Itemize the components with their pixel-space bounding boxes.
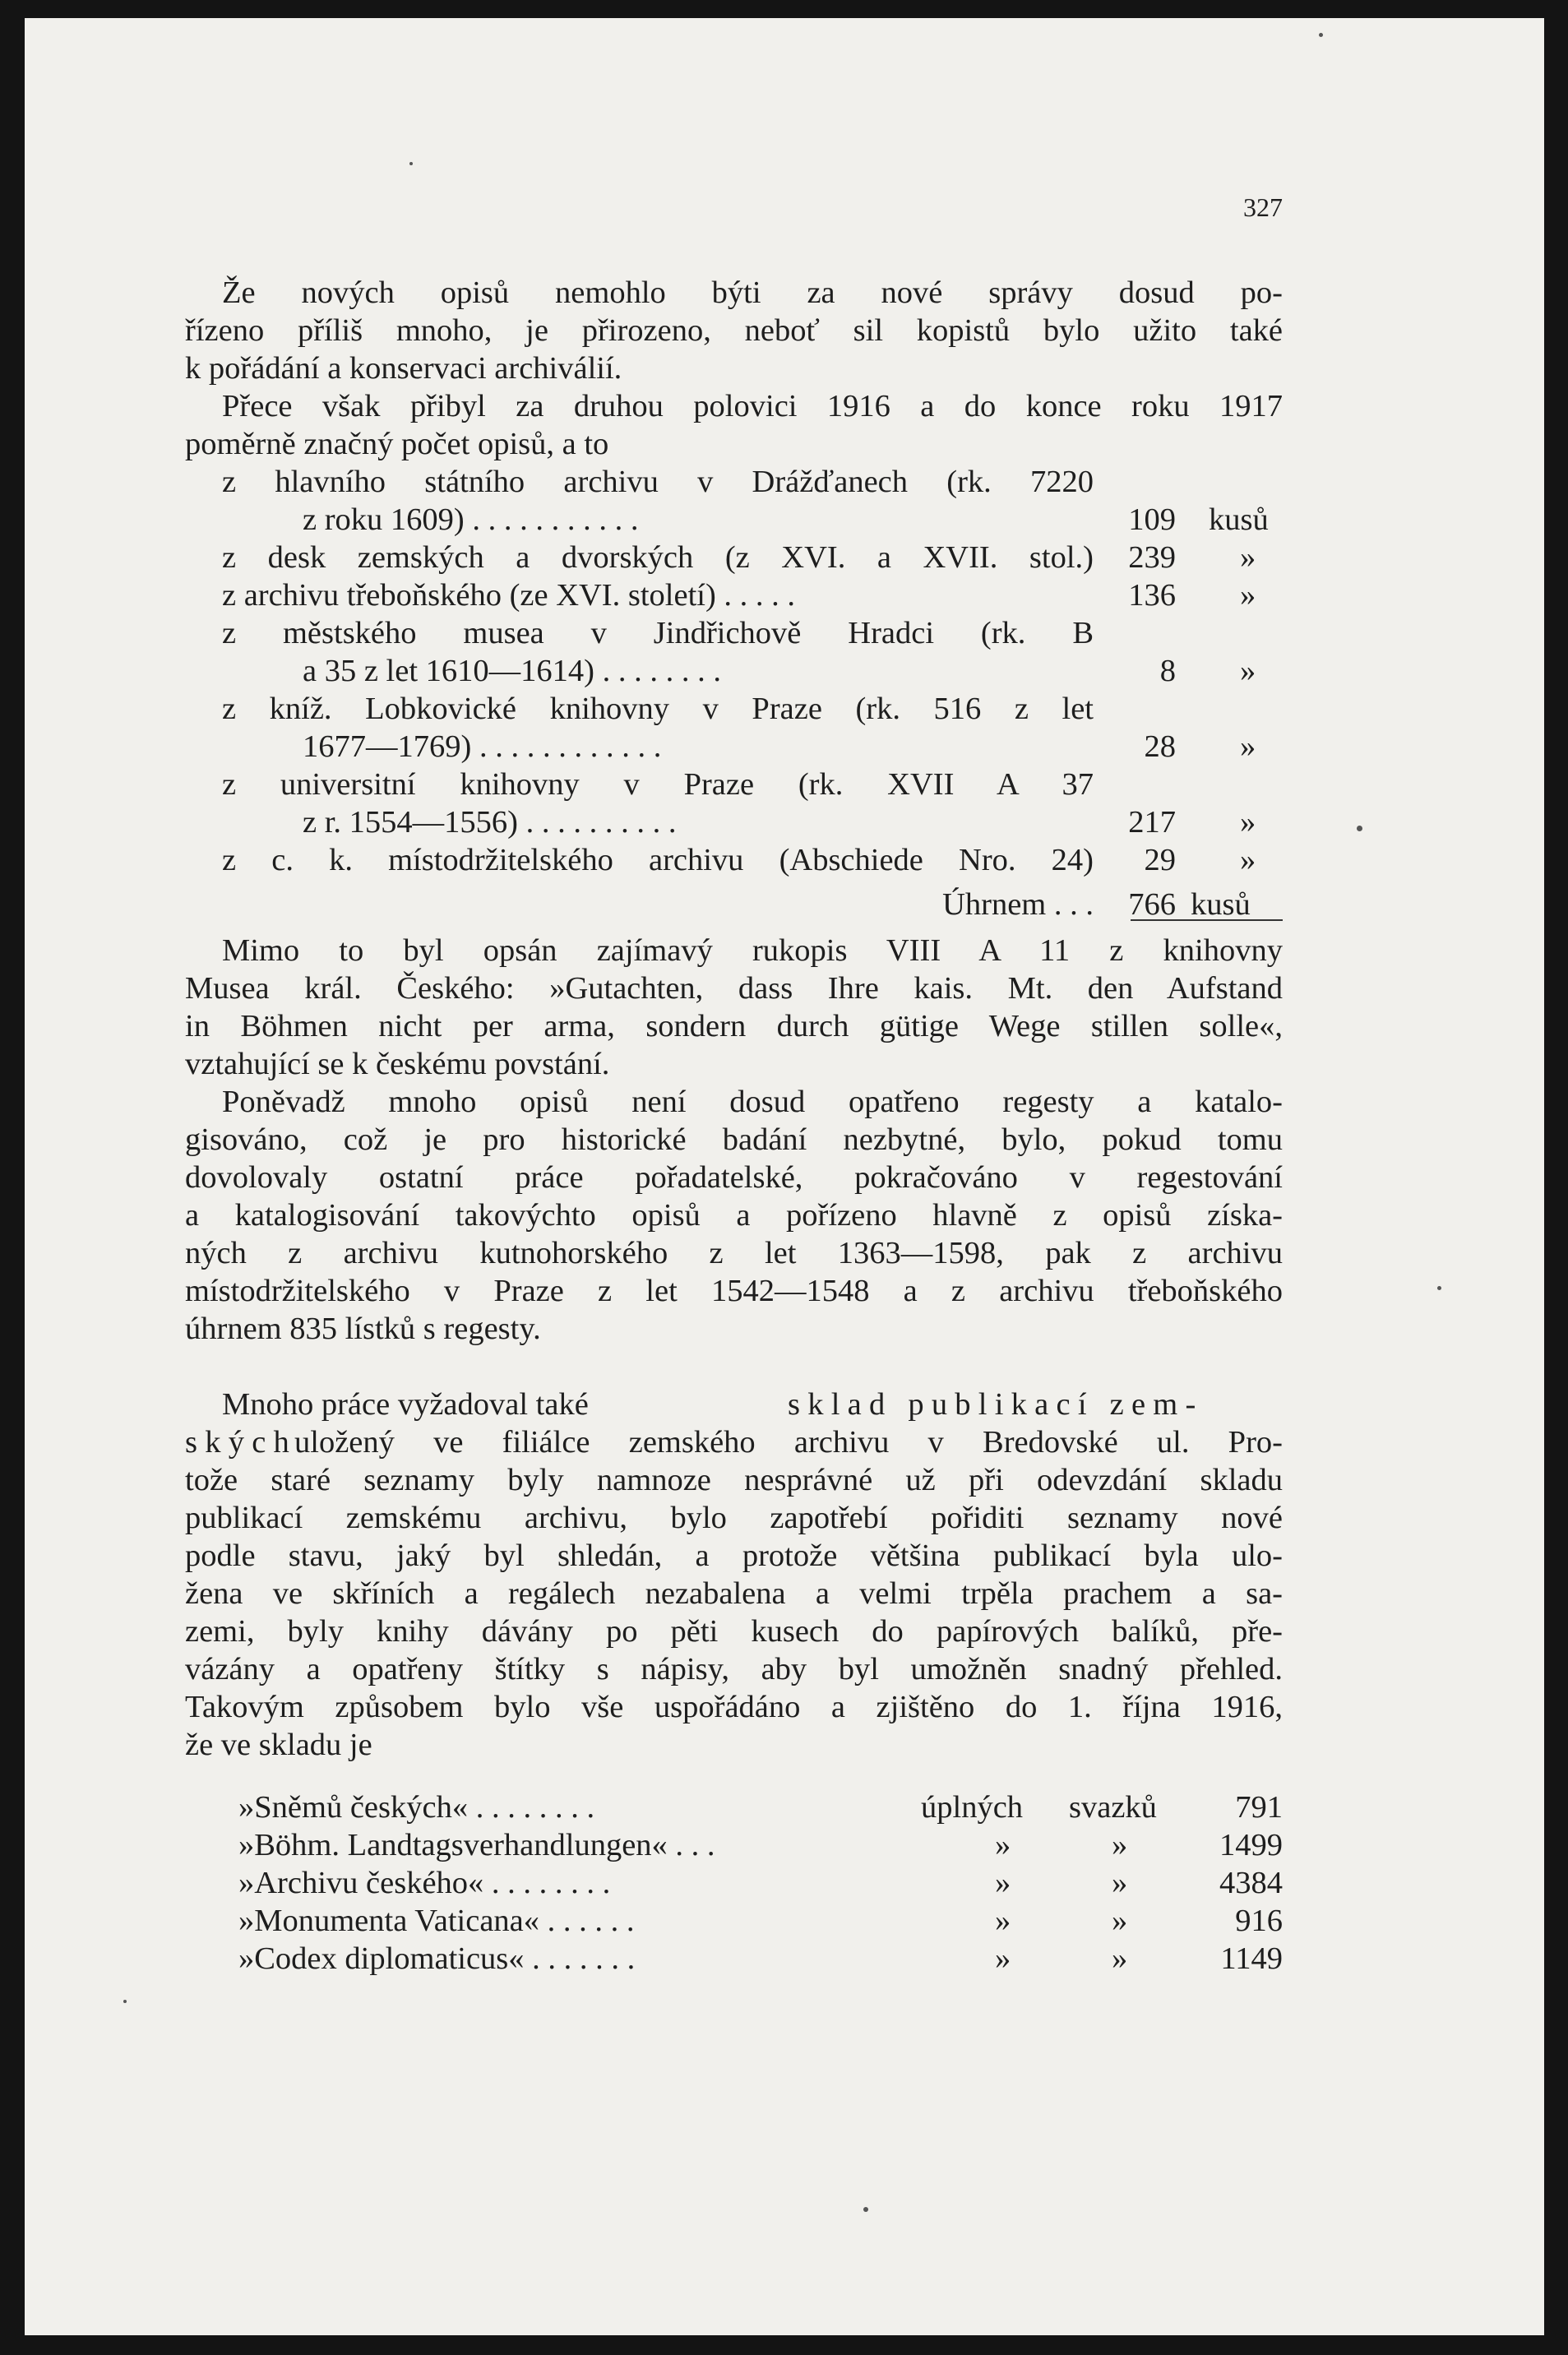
copies-count: 8 (1159, 654, 1176, 688)
page-number: 327 (1243, 192, 1283, 222)
copies-item-line: z universitní knihovny v Praze (rk. XVII A 37 (222, 767, 1094, 802)
stock-count: 916 (1235, 1904, 1283, 1938)
scan-speck (1319, 33, 1323, 37)
copies-count: 239 (1128, 540, 1176, 575)
copies-unit: » (1240, 578, 1256, 613)
paragraph-3-line: in Böhmen nicht per arma, sondern durch gütige Wege stillen solle«, (185, 1009, 1283, 1043)
stock-title: »Codex diplomaticus« . . . . . . . (238, 1941, 636, 1976)
total-unit: kusů (1191, 887, 1251, 922)
paragraph-4-line: ných z archivu kutnohorského z let 1363—1598, pak z archivu (185, 1236, 1283, 1270)
paragraph-4-line: a katalogisování takovýchto opisů a pořízeno hlavně z opisů získa- (185, 1198, 1283, 1233)
stock-count: 1149 (1220, 1941, 1283, 1976)
copies-unit: » (1240, 654, 1256, 688)
paragraph-5-spaced: ských (185, 1425, 298, 1460)
stock-col-b: » (1112, 1866, 1128, 1900)
stock-title: »Sněmů českých« . . . . . . . . (238, 1790, 595, 1825)
stock-title: »Monumenta Vaticana« . . . . . . (238, 1904, 635, 1938)
copies-item-line: z roku 1609) . . . . . . . . . . . (303, 502, 639, 537)
scan-speck (863, 2207, 868, 2212)
paragraph-4-line: gisováno, což je pro historické badání nezbytné, bylo, pokud tomu (185, 1122, 1283, 1157)
scan-speck (1357, 826, 1362, 831)
copies-count: 29 (1144, 843, 1176, 877)
paragraph-2-line: Přece však přibyl za druhou polovici 1916 a do konce roku 1917 (222, 389, 1283, 423)
paragraph-1-line: řízeno příliš mnoho, je přirozeno, neboť sil kopistů bylo užito také (185, 313, 1283, 348)
paragraph-5-line: podle stavu, jaký byl shledán, a protože většina publikací byla ulo- (185, 1538, 1283, 1573)
paragraph-4-line: dovolovaly ostatní práce pořadatelské, pokračováno v regestování (185, 1160, 1283, 1195)
copies-unit: » (1240, 540, 1256, 575)
stock-count: 791 (1235, 1790, 1283, 1825)
paragraph-5-line: Takovým způsobem bylo vše uspořádáno a zjištěno do 1. října 1916, (185, 1690, 1283, 1724)
paragraph-4-line: místodržitelského v Praze z let 1542—1548 a z archivu třeboňského (185, 1274, 1283, 1308)
copies-unit: » (1240, 729, 1256, 764)
copies-count: 109 (1128, 502, 1176, 537)
paragraph-4-line: úhrnem 835 lístků s regesty. (185, 1312, 541, 1346)
stock-col-b: » (1112, 1941, 1128, 1976)
paragraph-5-line: zemi, byly knihy dávány po pěti kusech do papírových balíků, pře- (185, 1614, 1283, 1649)
scan-speck (1437, 1286, 1441, 1290)
stock-col-a: úplných (921, 1790, 1024, 1825)
stock-col-b: svazků (1069, 1790, 1157, 1825)
copies-unit: kusů (1209, 502, 1269, 537)
copies-item-line: z c. k. místodržitelského archivu (Abschiede Nro. 24) (222, 843, 1094, 877)
paragraph-5-spaced: sklad publikací zem- (788, 1387, 1204, 1422)
scan-speck (409, 162, 413, 165)
copies-unit: » (1240, 805, 1256, 840)
paragraph-4-line: Poněvadž mnoho opisů není dosud opatřeno regesty a katalo- (222, 1085, 1283, 1119)
paragraph-1-line: k pořádání a konservaci archiválií. (185, 351, 622, 386)
stock-col-a: » (995, 1828, 1011, 1862)
total-count: 766 (1128, 887, 1176, 922)
copies-item-line: z hlavního státního archivu v Drážďanech (rk. 7220 (222, 465, 1094, 499)
paragraph-3-line: Musea král. Českého: »Gutachten, dass Ihre kais. Mt. den Aufstand (185, 971, 1283, 1006)
copies-item-line: z archivu třeboňského (ze XVI. století) . . . . . (222, 578, 796, 613)
paragraph-5-line: vázány a opatřeny štítky s nápisy, aby byl umožněn snadný přehled. (185, 1652, 1283, 1686)
paragraph-5-line: publikací zemskému archivu, bylo zapotřebí pořiditi seznamy nové (185, 1501, 1283, 1535)
stock-col-b: » (1112, 1904, 1128, 1938)
stock-col-a: » (995, 1866, 1011, 1900)
copies-unit: » (1240, 843, 1256, 877)
paragraph-1-line: Že nových opisů nemohlo býti za nové správy dosud po- (222, 275, 1283, 310)
copies-item-line: z r. 1554—1556) . . . . . . . . . . (303, 805, 677, 840)
scan-speck (123, 2000, 127, 2003)
paragraph-3-line: Mimo to byl opsán zajímavý rukopis VIII A 11 z knihovny (222, 933, 1283, 968)
copies-count: 28 (1144, 729, 1176, 764)
book-page (25, 18, 1544, 2335)
copies-item-line: z kníž. Lobkovické knihovny v Praze (rk. 516 z let (222, 692, 1094, 726)
stock-count: 1499 (1219, 1828, 1283, 1862)
total-label: Úhrnem . . . (942, 887, 1094, 922)
copies-item-line: 1677—1769) . . . . . . . . . . . . (303, 729, 662, 764)
stock-col-a: » (995, 1904, 1011, 1938)
copies-item-line: z městského musea v Jindřichově Hradci (rk. B (222, 616, 1094, 650)
stock-title: »Böhm. Landtagsverhandlungen« . . . (238, 1828, 715, 1862)
paragraph-2-line: poměrně značný počet opisů, a to (185, 427, 609, 461)
paragraph-3-line: vztahující se k českému povstání. (185, 1047, 610, 1081)
stock-title: »Archivu českého« . . . . . . . . (238, 1866, 611, 1900)
copies-count: 136 (1128, 578, 1176, 613)
paragraph-5-lead: Mnoho práce vyžadoval také (222, 1387, 589, 1422)
paragraph-5-line: že ve skladu je (185, 1728, 372, 1762)
paragraph-5-line: uložený ve filiálce zemského archivu v Bredovské ul. Pro- (294, 1425, 1283, 1460)
stock-col-a: » (995, 1941, 1011, 1976)
paragraph-5-line: tože staré seznamy byly namnoze nesprávné už při odevzdání skladu (185, 1463, 1283, 1497)
stock-col-b: » (1112, 1828, 1128, 1862)
copies-item-line: z desk zemských a dvorských (z XVI. a XVII. stol.) (222, 540, 1094, 575)
stock-count: 4384 (1219, 1866, 1283, 1900)
paragraph-5-line: žena ve skříních a regálech nezabalena a velmi trpěla prachem a sa- (185, 1576, 1283, 1611)
copies-count: 217 (1128, 805, 1176, 840)
copies-item-line: a 35 z let 1610—1614) . . . . . . . . (303, 654, 721, 688)
